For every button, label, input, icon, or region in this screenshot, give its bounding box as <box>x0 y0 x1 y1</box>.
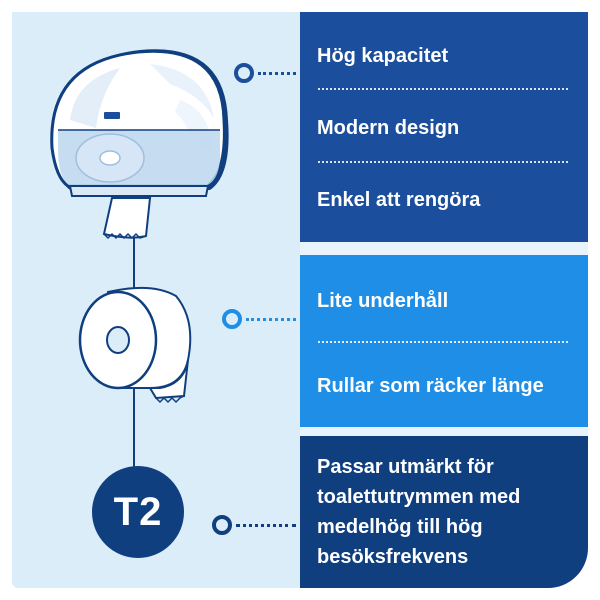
feature-panel-maintenance <box>300 255 588 427</box>
circle-icon <box>234 63 254 83</box>
connector-2 <box>222 307 296 331</box>
feature-label: Hög kapacitet <box>317 45 449 67</box>
feature-label: Modern design <box>317 117 460 139</box>
connector-1 <box>234 61 296 85</box>
t2-badge: T2 <box>92 466 184 558</box>
feature-panel-suitability <box>300 436 588 588</box>
dispenser-icon <box>52 49 229 196</box>
feature-label: Lite underhåll <box>317 290 449 312</box>
connector-3 <box>212 513 296 537</box>
paper-sheet-icon <box>104 198 150 238</box>
feature-panel-capacity <box>300 12 588 242</box>
circle-icon <box>222 309 242 329</box>
circle-icon <box>212 515 232 535</box>
dotted-divider <box>318 341 568 343</box>
paper-roll-icon <box>80 288 190 402</box>
feature-label: Enkel att rengöra <box>317 189 481 211</box>
feature-description: Passar utmärkt för toalettutrymmen med medelhög till hög besöksfrekvens <box>317 456 521 568</box>
dotted-divider <box>318 161 568 163</box>
feature-label: Rullar som räcker länge <box>317 375 544 397</box>
dotted-divider <box>318 88 568 90</box>
